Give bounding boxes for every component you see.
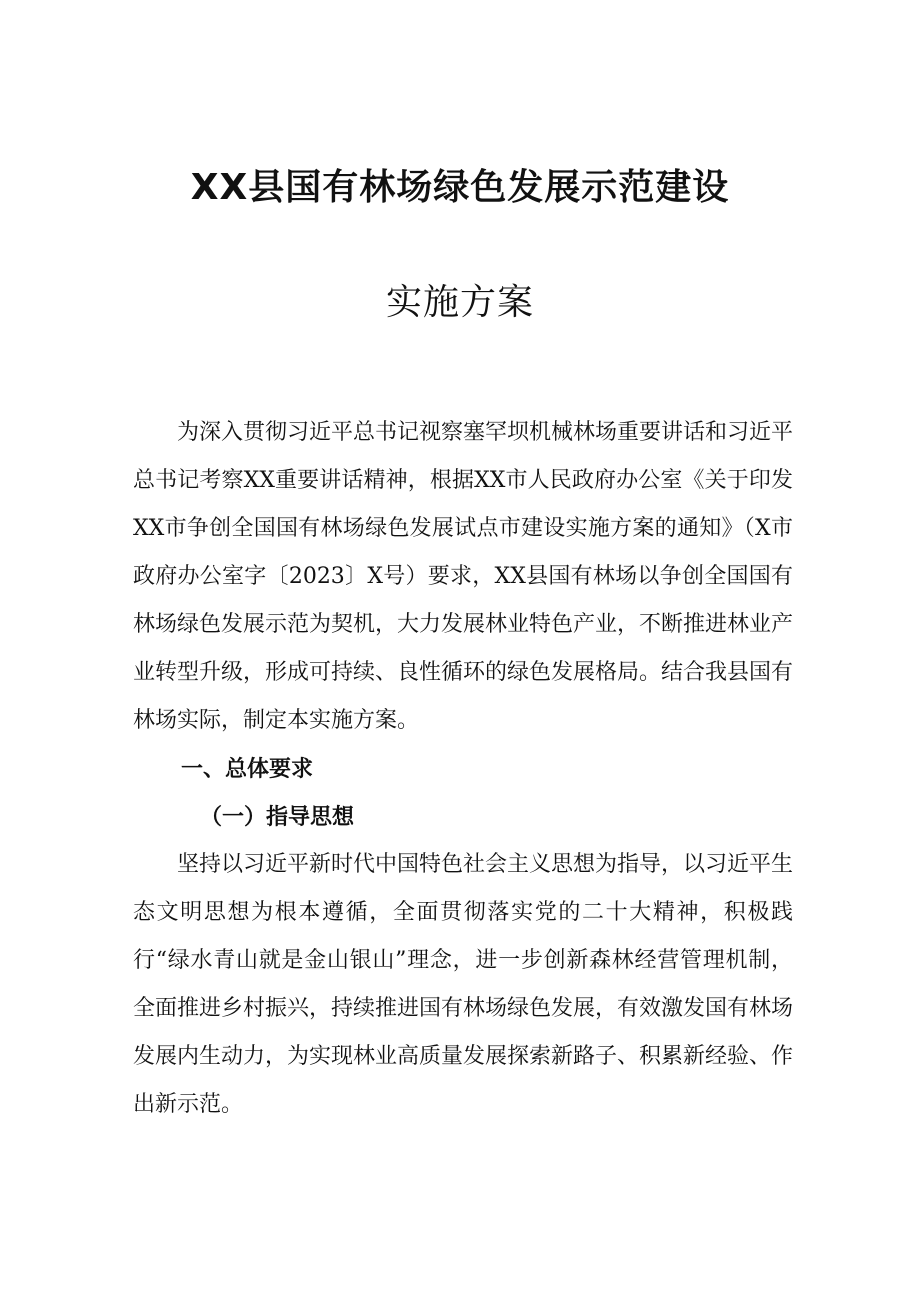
document-title-line1: XX县国有林场绿色发展示范建设 (190, 167, 730, 208)
guiding-ideology-paragraph: 坚持以习近平新时代中国特色社会主义思想为指导，以习近平生态文明思想为根本遵循，全面贯彻落实党的二十大精神，积极践行“绿水青山就是金山银山”理念，进一步创新森林经营管理机制，全面推进乡村振兴，持续推进国有林场绿色发展，有效激发国有林场发展内生动力，为实现林业高质量发展探索新路子、积累新经验、作出新示范。 (133, 852, 794, 1117)
subsection-heading-guiding-ideology: （一）指导思想 (200, 804, 355, 830)
section-heading-general-requirements: 一、总体要求 (181, 756, 314, 782)
intro-paragraph: 为深入贯彻习近平总书记视察塞罕坝机械林场重要讲话和习近平总书记考察XX重要讲话精神，根据XX市人民政府办公室《关于印发XX市争创全国国有林场绿色发展试点市建设实施方案的通知》（X市政府办公室字〔2023〕X号）要求，XX县国有林场以争创全国国有林场绿色发展示范为契机，大力发展林业特色产业，不断推进林业产业转型升级，形成可持续、良性循环的绿色发展格局。结合我县国有林场实际，制定本实施方案。 (133, 420, 794, 733)
document-title-line2: 实施方案 (385, 282, 534, 323)
